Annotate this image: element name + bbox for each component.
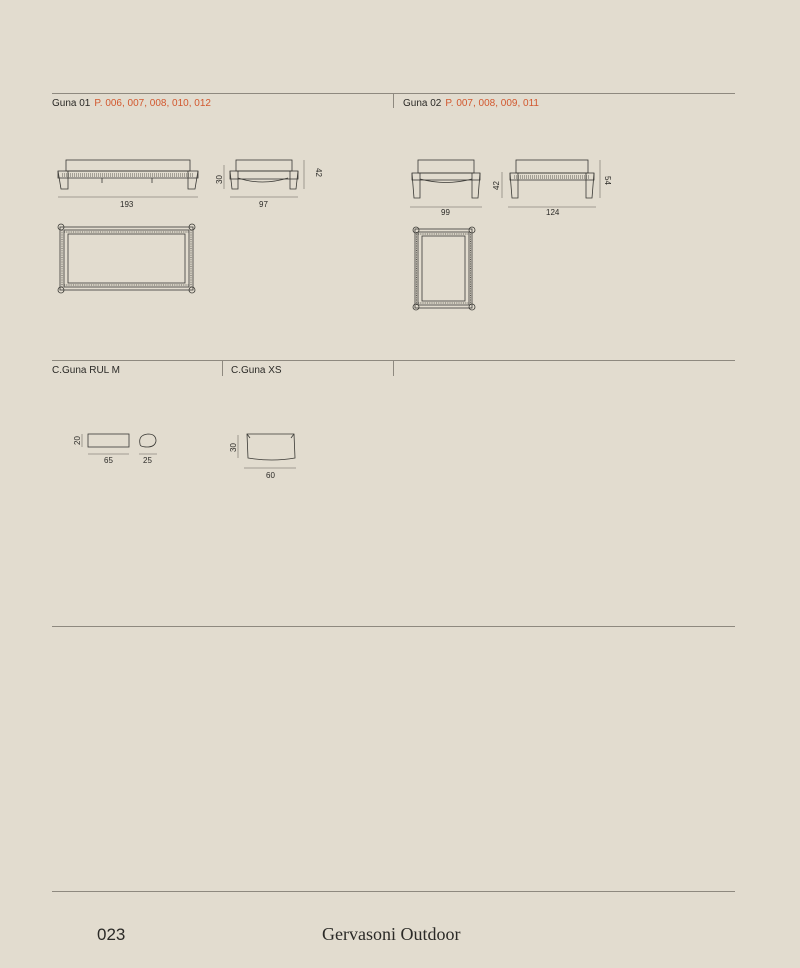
guna01-pages-link[interactable]: P. 006, 007, 008, 010, 012 [94, 98, 211, 109]
brand-name: Gervasoni Outdoor [322, 924, 461, 944]
cguna-xs-height: 30 [229, 443, 238, 452]
row1-divider [393, 94, 394, 108]
guna01-seat-height: 30 [215, 175, 224, 184]
cguna-rul-m-diameter: 25 [143, 456, 152, 465]
guna01-drawing [40, 150, 380, 370]
guna02-length: 124 [546, 208, 560, 217]
guna02-title [403, 98, 539, 110]
guna02-height: 54 [603, 176, 612, 185]
guna02-drawing [400, 150, 640, 320]
guna01-height: 42 [314, 168, 323, 177]
guna02-name: Guna 02 [403, 98, 442, 109]
row2-divider-2 [393, 361, 394, 376]
guna01-length: 193 [120, 200, 134, 209]
cguna-xs-drawing [224, 428, 314, 488]
footer-rule [52, 891, 735, 892]
guna02-depth: 99 [441, 208, 450, 217]
guna01-title [52, 98, 211, 110]
guna02-pages-link[interactable]: P. 007, 008, 009, 011 [445, 98, 539, 109]
cguna-rul-m-title: C.Guna RUL M [52, 365, 120, 376]
cguna-rul-m-length: 65 [104, 456, 113, 465]
guna02-seat-height: 42 [492, 181, 501, 190]
row2-divider-1 [222, 361, 223, 376]
cguna-rul-m-height: 20 [73, 436, 82, 445]
guna01-depth: 97 [259, 200, 268, 209]
cguna-rul-m-drawing [70, 428, 180, 478]
cguna-xs-title: C.Guna XS [231, 365, 282, 376]
guna01-name: Guna 01 [52, 98, 91, 109]
page-number: 023 [97, 925, 126, 944]
row3-rule [52, 626, 735, 627]
cguna-xs-length: 60 [266, 471, 275, 480]
